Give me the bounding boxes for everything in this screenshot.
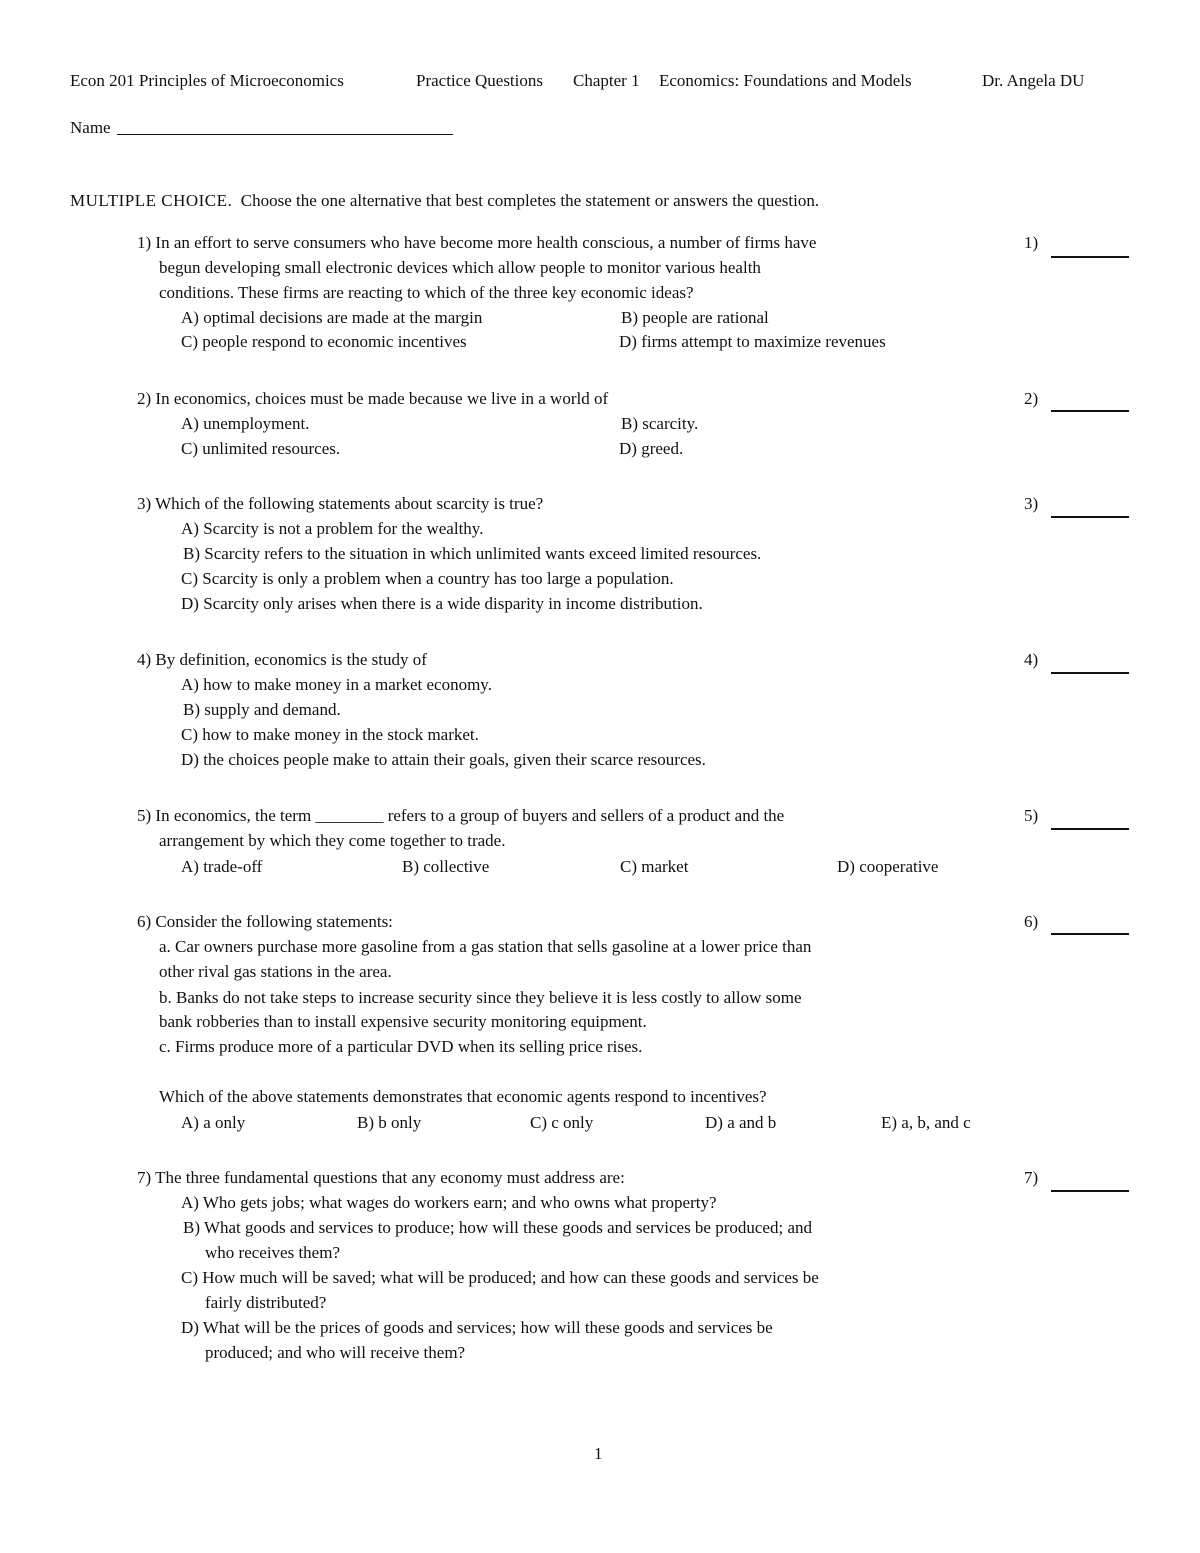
answer-number: 1) — [1024, 233, 1039, 252]
option-c[interactable]: C) people respond to economic incentives — [181, 332, 467, 351]
question-1-text: conditions. These firms are reacting to which of the three key economic ideas? — [159, 283, 694, 302]
option-c-cont: fairly distributed? — [205, 1293, 327, 1312]
answer-number: 5) — [1024, 806, 1039, 825]
option-e[interactable]: E) a, b, and c — [881, 1113, 971, 1132]
option-a[interactable]: A) Who gets jobs; what wages do workers earn; and who owns what property? — [181, 1193, 717, 1212]
option-d[interactable]: D) Scarcity only arises when there is a wide disparity in income distribution. — [181, 594, 703, 613]
instructor-name: Dr. Angela DU — [982, 71, 1085, 90]
option-a[interactable]: A) unemployment. — [181, 414, 310, 433]
answer-number: 3) — [1024, 494, 1039, 513]
statement-b-cont: bank robberies than to install expensive security monitoring equipment. — [159, 1012, 647, 1031]
question-6-text: 6) Consider the following statements: — [137, 912, 393, 931]
statement-c: c. Firms produce more of a particular DVD when its selling price rises. — [159, 1037, 643, 1056]
question-1-text: begun developing small electronic devices which allow people to monitor various health — [159, 258, 761, 277]
option-b[interactable]: B) supply and demand. — [183, 700, 341, 719]
answer-number: 2) — [1024, 389, 1039, 408]
question-5-text: 5) In economics, the term ________ refers to a group of buyers and sellers of a product and the — [137, 806, 785, 825]
answer-blank[interactable] — [1051, 828, 1129, 830]
question-4-text: 4) By definition, economics is the study of — [137, 650, 427, 669]
answer-blank[interactable] — [1051, 256, 1129, 258]
chapter-topic: Economics: Foundations and Models — [659, 71, 912, 90]
option-d[interactable]: D) What will be the prices of goods and services; how will these goods and services be — [181, 1318, 773, 1337]
section-instruction: Choose the one alternative that best completes the statement or answers the question. — [240, 191, 820, 210]
option-c[interactable]: C) market — [620, 857, 689, 876]
option-b[interactable]: B) scarcity. — [621, 414, 699, 433]
statement-b: b. Banks do not take steps to increase security since they believe it is less costly to allow some — [159, 988, 802, 1007]
section-heading-label: MULTIPLE CHOICE. — [70, 191, 233, 210]
question-5-text: arrangement by which they come together to trade. — [159, 831, 506, 850]
option-c[interactable]: C) c only — [530, 1113, 594, 1132]
question-3-text: 3) Which of the following statements about scarcity is true? — [137, 494, 544, 513]
option-c[interactable]: C) Scarcity is only a problem when a country has too large a population. — [181, 569, 674, 588]
option-b[interactable]: B) people are rational — [621, 308, 769, 327]
option-d[interactable]: D) firms attempt to maximize revenues — [619, 332, 886, 351]
answer-blank[interactable] — [1051, 410, 1129, 412]
option-a[interactable]: A) how to make money in a market economy. — [181, 675, 492, 694]
name-input-line[interactable] — [117, 134, 453, 135]
document-title: Practice Questions — [416, 71, 543, 90]
option-a[interactable]: A) optimal decisions are made at the margin — [181, 308, 483, 327]
option-d-cont: produced; and who will receive them? — [205, 1343, 466, 1362]
option-b[interactable]: B) Scarcity refers to the situation in which unlimited wants exceed limited resources. — [183, 544, 762, 563]
option-a[interactable]: A) a only — [181, 1113, 246, 1132]
section-heading — [70, 191, 819, 211]
chapter-label: Chapter 1 — [573, 71, 640, 90]
option-a[interactable]: A) Scarcity is not a problem for the wealthy. — [181, 519, 484, 538]
option-c[interactable]: C) how to make money in the stock market. — [181, 725, 479, 744]
answer-blank[interactable] — [1051, 1190, 1129, 1192]
question-7-text: 7) The three fundamental questions that any economy must address are: — [137, 1168, 625, 1187]
option-d[interactable]: D) the choices people make to attain their goals, given their scarce resources. — [181, 750, 706, 769]
name-label: Name — [70, 118, 111, 137]
statement-a-cont: other rival gas stations in the area. — [159, 962, 392, 981]
question-1-text: 1) In an effort to serve consumers who have become more health conscious, a number of firms have — [137, 233, 817, 252]
option-c[interactable]: C) How much will be saved; what will be produced; and how can these goods and services be — [181, 1268, 819, 1287]
question-6-prompt: Which of the above statements demonstrates that economic agents respond to incentives? — [159, 1087, 767, 1106]
option-d[interactable]: D) a and b — [705, 1113, 777, 1132]
option-b[interactable]: B) b only — [357, 1113, 422, 1132]
option-b[interactable]: B) collective — [402, 857, 490, 876]
answer-number: 7) — [1024, 1168, 1039, 1187]
answer-number: 6) — [1024, 912, 1039, 931]
course-title: Econ 201 Principles of Microeconomics — [70, 71, 344, 90]
answer-number: 4) — [1024, 650, 1039, 669]
option-c[interactable]: C) unlimited resources. — [181, 439, 341, 458]
page-number: 1 — [594, 1444, 603, 1463]
option-b-cont: who receives them? — [205, 1243, 340, 1262]
answer-blank[interactable] — [1051, 516, 1129, 518]
answer-blank[interactable] — [1051, 672, 1129, 674]
option-d[interactable]: D) cooperative — [837, 857, 939, 876]
answer-blank[interactable] — [1051, 933, 1129, 935]
statement-a: a. Car owners purchase more gasoline from a gas station that sells gasoline at a lower price than — [159, 937, 812, 956]
option-d[interactable]: D) greed. — [619, 439, 684, 458]
option-a[interactable]: A) trade-off — [181, 857, 263, 876]
option-b[interactable]: B) What goods and services to produce; how will these goods and services be produced; and — [183, 1218, 812, 1237]
question-2-text: 2) In economics, choices must be made because we live in a world of — [137, 389, 609, 408]
